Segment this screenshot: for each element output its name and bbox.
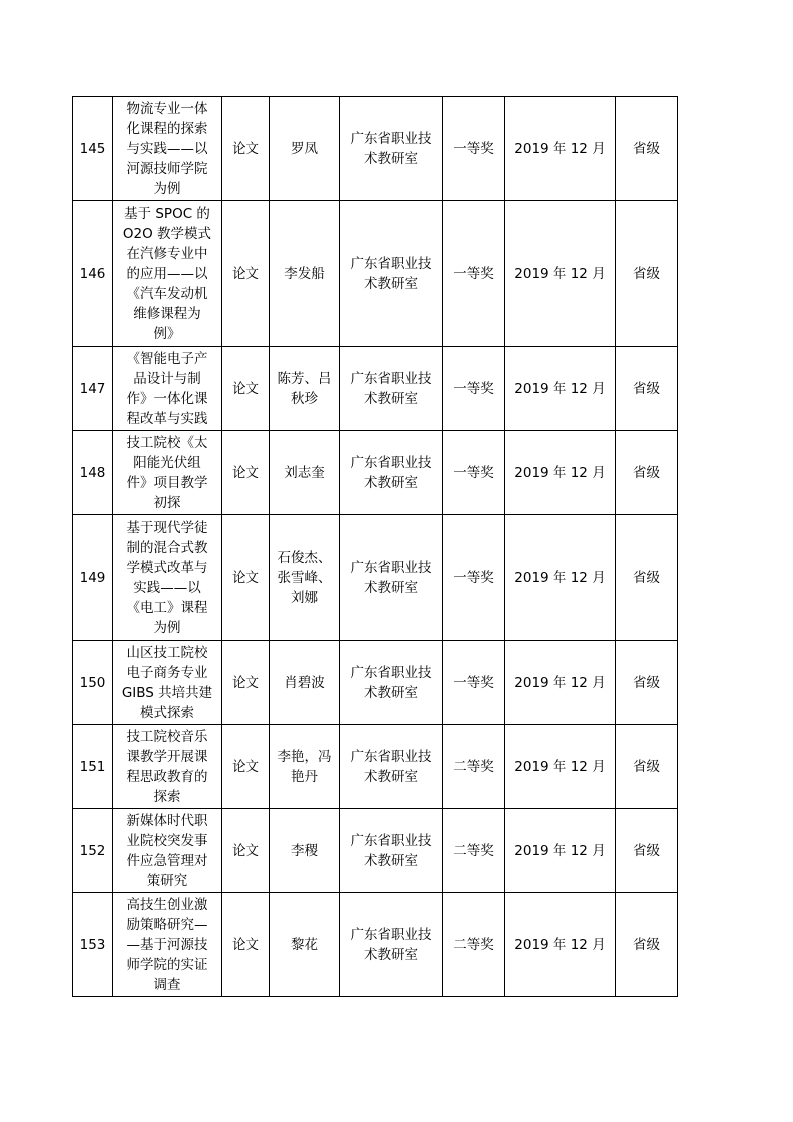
- award-grade-cell: 二等奖: [443, 809, 505, 893]
- table-row: [73, 347, 678, 431]
- org-cell-line: 术教研室: [364, 684, 418, 701]
- date-cell: 2019 年 12 月: [505, 725, 616, 809]
- type-cell: 论文: [222, 347, 270, 431]
- table-row: [73, 201, 678, 347]
- author-cell-line: 李艳，冯: [277, 748, 332, 765]
- title-cell-line: 河源技师学院: [126, 160, 208, 177]
- title-cell-line: 品设计与制: [133, 370, 201, 387]
- author-cell-line: 秋珍: [291, 390, 318, 407]
- level-cell: 省级: [616, 893, 678, 997]
- title-cell: [113, 347, 222, 431]
- table-row: [73, 809, 678, 893]
- title-cell-line: 励策略研究—: [126, 916, 208, 933]
- org-cell-line: 广东省职业技: [350, 255, 432, 272]
- title-cell: [113, 515, 222, 641]
- org-cell-line: 广东省职业技: [350, 454, 432, 471]
- org-cell: [340, 97, 443, 201]
- title-cell-line: 策研究: [146, 872, 188, 889]
- row-number-cell: 153: [73, 893, 113, 997]
- org-cell-line: 术教研室: [364, 768, 418, 785]
- award-grade-cell: 一等奖: [443, 641, 505, 725]
- title-cell-line: 为例: [153, 619, 181, 636]
- title-cell-line: 业院校突发事: [126, 832, 208, 849]
- title-cell-line: 阳能光伏组: [133, 454, 201, 471]
- author-cell: [270, 431, 340, 515]
- type-cell: 论文: [222, 893, 270, 997]
- award-grade-cell: 一等奖: [443, 201, 505, 347]
- author-cell-line: 刘志奎: [284, 464, 325, 481]
- awards-table-body: [73, 97, 678, 997]
- table-row: [73, 97, 678, 201]
- title-cell-line: 电子商务专业: [126, 664, 208, 681]
- author-cell-line: 肖碧波: [284, 674, 325, 691]
- author-cell: [270, 515, 340, 641]
- title-cell-line: 化课程的探索: [126, 120, 208, 137]
- org-cell-line: 术教研室: [364, 150, 418, 167]
- author-cell-line: 罗凤: [291, 140, 318, 157]
- title-cell: [113, 809, 222, 893]
- title-cell-line: 调查: [153, 976, 181, 993]
- table-row: [73, 725, 678, 809]
- title-cell-line: 模式探索: [140, 704, 194, 721]
- org-cell: [340, 515, 443, 641]
- title-cell-line: 技工院校《太: [126, 434, 208, 451]
- org-cell-line: 术教研室: [364, 579, 418, 596]
- title-cell-line: 程思政教育的: [126, 768, 208, 785]
- award-grade-cell: 一等奖: [443, 431, 505, 515]
- row-number-cell: 149: [73, 515, 113, 641]
- date-cell: 2019 年 12 月: [505, 893, 616, 997]
- org-cell-line: 广东省职业技: [350, 748, 432, 765]
- org-cell: [340, 893, 443, 997]
- author-cell: [270, 347, 340, 431]
- title-cell-line: 探索: [153, 788, 181, 805]
- type-cell: 论文: [222, 809, 270, 893]
- title-cell-line: 与实践——以: [126, 140, 208, 157]
- org-cell: [340, 641, 443, 725]
- title-cell-line: 山区技工院校: [126, 644, 208, 661]
- org-cell-line: 广东省职业技: [350, 926, 432, 943]
- title-cell-line: 件》项目教学: [126, 474, 208, 491]
- title-cell-line: 件应急管理对: [126, 852, 208, 869]
- title-cell-line: 《汽车发动机: [126, 285, 208, 302]
- title-cell-line: 学模式改革与: [126, 559, 208, 576]
- date-cell: 2019 年 12 月: [505, 431, 616, 515]
- table-row: [73, 431, 678, 515]
- title-cell-line: 实践——以: [133, 579, 201, 596]
- title-cell-line: 课教学开展课: [126, 748, 208, 765]
- author-cell: [270, 201, 340, 347]
- level-cell: 省级: [616, 809, 678, 893]
- table-row: [73, 893, 678, 997]
- level-cell: 省级: [616, 515, 678, 641]
- org-cell-line: 广东省职业技: [350, 370, 432, 387]
- org-cell: [340, 725, 443, 809]
- title-cell-line: 基于 SPOC 的: [124, 205, 210, 222]
- awards-table: [72, 96, 678, 997]
- title-cell-line: 基于现代学徒: [126, 519, 208, 536]
- level-cell: 省级: [616, 347, 678, 431]
- title-cell-line: 程改革与实践: [126, 410, 208, 427]
- org-cell-line: 术教研室: [364, 390, 418, 407]
- title-cell: [113, 431, 222, 515]
- level-cell: 省级: [616, 201, 678, 347]
- title-cell-line: 例》: [153, 325, 181, 342]
- title-cell-line: 高技生创业激: [126, 896, 208, 913]
- author-cell: [270, 809, 340, 893]
- title-cell-line: 作》一体化课: [126, 390, 208, 407]
- title-cell: [113, 893, 222, 997]
- title-cell-line: 物流专业一体: [126, 100, 208, 117]
- type-cell: 论文: [222, 641, 270, 725]
- title-cell-line: 《电工》课程: [126, 599, 208, 616]
- title-cell-line: 《智能电子产: [126, 350, 208, 367]
- title-cell: [113, 725, 222, 809]
- row-number-cell: 152: [73, 809, 113, 893]
- author-cell: [270, 641, 340, 725]
- author-cell: [270, 893, 340, 997]
- org-cell-line: 术教研室: [364, 275, 418, 292]
- level-cell: 省级: [616, 97, 678, 201]
- title-cell: [113, 641, 222, 725]
- type-cell: 论文: [222, 201, 270, 347]
- author-cell-line: 李稷: [291, 842, 318, 859]
- award-grade-cell: 二等奖: [443, 893, 505, 997]
- award-grade-cell: 一等奖: [443, 347, 505, 431]
- title-cell-line: 师学院的实证: [126, 956, 208, 973]
- author-cell-line: 张雪峰、: [277, 569, 332, 586]
- title-cell-line: GIBS 共培共建: [121, 684, 213, 701]
- table-row: [73, 641, 678, 725]
- org-cell: [340, 809, 443, 893]
- title-cell-line: 的应用——以: [126, 265, 208, 282]
- date-cell: 2019 年 12 月: [505, 97, 616, 201]
- org-cell: [340, 347, 443, 431]
- org-cell-line: 术教研室: [364, 852, 418, 869]
- title-cell-line: O2O 教学模式: [122, 225, 212, 242]
- level-cell: 省级: [616, 725, 678, 809]
- type-cell: 论文: [222, 431, 270, 515]
- row-number-cell: 147: [73, 347, 113, 431]
- row-number-cell: 148: [73, 431, 113, 515]
- org-cell-line: 广东省职业技: [350, 130, 432, 147]
- level-cell: 省级: [616, 431, 678, 515]
- author-cell-line: 刘娜: [291, 589, 318, 606]
- type-cell: 论文: [222, 515, 270, 641]
- title-cell: [113, 97, 222, 201]
- row-number-cell: 145: [73, 97, 113, 201]
- date-cell: 2019 年 12 月: [505, 641, 616, 725]
- title-cell-line: 技工院校音乐: [126, 728, 208, 745]
- title-cell-line: 初探: [153, 494, 181, 511]
- author-cell: [270, 97, 340, 201]
- author-cell-line: 石俊杰、: [277, 549, 332, 566]
- title-cell-line: 制的混合式教: [126, 539, 208, 556]
- title-cell-line: 在汽修专业中: [126, 245, 208, 262]
- award-grade-cell: 一等奖: [443, 97, 505, 201]
- org-cell-line: 术教研室: [364, 474, 418, 491]
- date-cell: 2019 年 12 月: [505, 347, 616, 431]
- row-number-cell: 146: [73, 201, 113, 347]
- org-cell-line: 广东省职业技: [350, 664, 432, 681]
- org-cell: [340, 201, 443, 347]
- org-cell: [340, 431, 443, 515]
- title-cell-line: 为例: [153, 180, 181, 197]
- type-cell: 论文: [222, 725, 270, 809]
- title-cell: [113, 201, 222, 347]
- author-cell: [270, 725, 340, 809]
- org-cell-line: 术教研室: [364, 946, 418, 963]
- award-grade-cell: 二等奖: [443, 725, 505, 809]
- author-cell-line: 黎花: [291, 936, 318, 953]
- award-grade-cell: 一等奖: [443, 515, 505, 641]
- author-cell-line: 艳丹: [291, 768, 318, 785]
- date-cell: 2019 年 12 月: [505, 809, 616, 893]
- date-cell: 2019 年 12 月: [505, 201, 616, 347]
- date-cell: 2019 年 12 月: [505, 515, 616, 641]
- org-cell-line: 广东省职业技: [350, 559, 432, 576]
- author-cell-line: 李发船: [284, 265, 325, 282]
- row-number-cell: 151: [73, 725, 113, 809]
- title-cell-line: 新媒体时代职: [126, 812, 208, 829]
- title-cell-line: 维修课程为: [133, 305, 201, 322]
- author-cell-line: 陈芳、吕: [277, 370, 332, 387]
- type-cell: 论文: [222, 97, 270, 201]
- level-cell: 省级: [616, 641, 678, 725]
- title-cell-line: —基于河源技: [126, 936, 208, 953]
- table-row: [73, 515, 678, 641]
- row-number-cell: 150: [73, 641, 113, 725]
- org-cell-line: 广东省职业技: [350, 832, 432, 849]
